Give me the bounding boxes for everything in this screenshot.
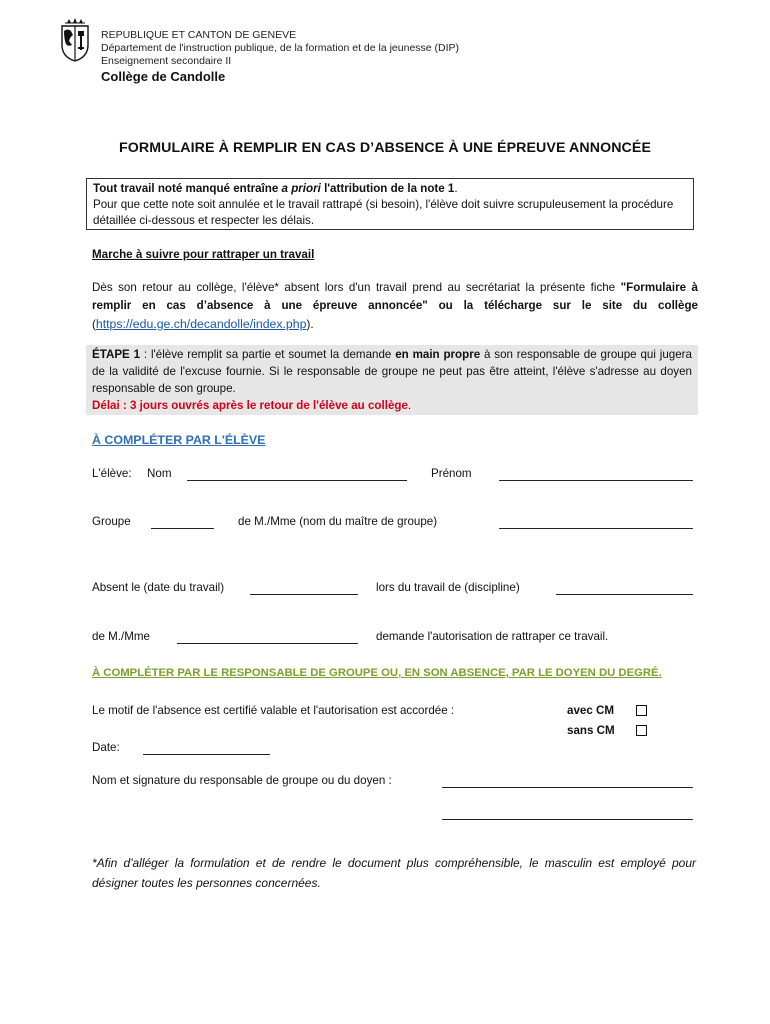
- enseignant-field[interactable]: [177, 643, 358, 644]
- sans-cm-label: sans CM: [567, 724, 615, 737]
- nom-field[interactable]: [187, 480, 407, 481]
- signature-field-2[interactable]: [442, 819, 693, 820]
- sans-cm-checkbox[interactable]: [636, 725, 647, 736]
- etape-1-box: ÉTAPE 1 : l'élève remplit sa partie et soumet la demande en main propre à son responsable de groupe qui jugera de la validité de l'excuse fournie. Si le responsable de groupe ne peut pas être atteint, l'élève s'adresse au doyen responsable de son groupe. Délai : 3 jours ouvrés après le retour de l'élève au collège.: [86, 345, 698, 415]
- date-field[interactable]: [143, 754, 270, 755]
- nom-label: Nom: [147, 467, 172, 480]
- warning-line1: Tout travail noté manqué entraîne a priori l'attribution de la note 1.: [93, 182, 458, 195]
- college-website-link[interactable]: https://edu.ge.ch/decandolle/index.php: [95, 317, 307, 331]
- marche-heading: Marche à suivre pour rattraper un travail: [92, 248, 315, 261]
- signature-label: Nom et signature du responsable de groupe ou du doyen :: [92, 774, 392, 787]
- letterhead-teaching: Enseignement secondaire II: [101, 55, 232, 67]
- prenom-field[interactable]: [499, 480, 693, 481]
- letterhead-college: Collège de Candolle: [101, 69, 226, 84]
- page-title: FORMULAIRE À REMPLIR EN CAS D’ABSENCE À UNE ÉPREUVE ANNONCÉE: [118, 140, 652, 156]
- discipline-field[interactable]: [556, 594, 693, 595]
- maitre-field[interactable]: [499, 528, 693, 529]
- prenom-label: Prénom: [431, 467, 472, 480]
- date-label: Date:: [92, 741, 120, 754]
- absent-label: Absent le (date du travail): [92, 581, 225, 594]
- de-mme-label: de M./Mme: [92, 630, 150, 643]
- letterhead-department: Département de l'instruction publique, de la formation et de la jeunesse (DIP): [101, 42, 460, 54]
- delai-text: Délai : 3 jours ouvrés après le retour de l'élève au collège: [92, 399, 408, 412]
- eleve-label: L'élève:: [92, 467, 132, 480]
- motif-text: Le motif de l'absence est certifié valable et l'autorisation est accordée :: [92, 704, 455, 717]
- warning-box: [86, 178, 694, 230]
- maitre-label: de M./Mme (nom du maître de groupe): [238, 515, 438, 528]
- student-section-heading: À COMPLÉTER PAR L'ÉLÈVE: [92, 433, 266, 447]
- marche-paragraph: Dès son retour au collège, l'élève* absent lors d'un travail prend au secrétariat la présente fiche "Formulaire à remplir en cas d’absence à une épreuve annoncée" ou la télécharge sur le site du collège (https://edu.ge.ch/decandolle/index.php).: [92, 281, 698, 331]
- letterhead: [101, 29, 459, 83]
- footnote: *Afin d'alléger la formulation et de rendre le document plus compréhensible, le masculin est employé pour désigner toutes les personnes concernées.: [92, 856, 696, 890]
- responsable-section-heading: À COMPLÉTER PAR LE RESPONSABLE DE GROUPE OU, EN SON ABSENCE, PAR LE DOYEN DU DEGRÉ.: [92, 667, 662, 679]
- letterhead-republic: REPUBLIQUE ET CANTON DE GENEVE: [101, 29, 297, 41]
- warning-line2: Pour que cette note soit annulée et le travail rattrapé (si besoin), l'élève doit suivre scrupuleusement la procédure détaillée ci-dessous et respecter les délais.: [93, 198, 674, 227]
- demande-label: demande l'autorisation de rattraper ce travail.: [376, 630, 609, 643]
- groupe-label: Groupe: [92, 515, 131, 528]
- avec-cm-checkbox[interactable]: [636, 705, 647, 716]
- groupe-field[interactable]: [151, 528, 214, 529]
- date-travail-field[interactable]: [250, 594, 358, 595]
- geneva-coat-of-arms-logo: [58, 17, 92, 63]
- avec-cm-label: avec CM: [567, 704, 615, 717]
- signature-field-1[interactable]: [442, 787, 693, 788]
- discipline-label: lors du travail de (discipline): [376, 581, 520, 594]
